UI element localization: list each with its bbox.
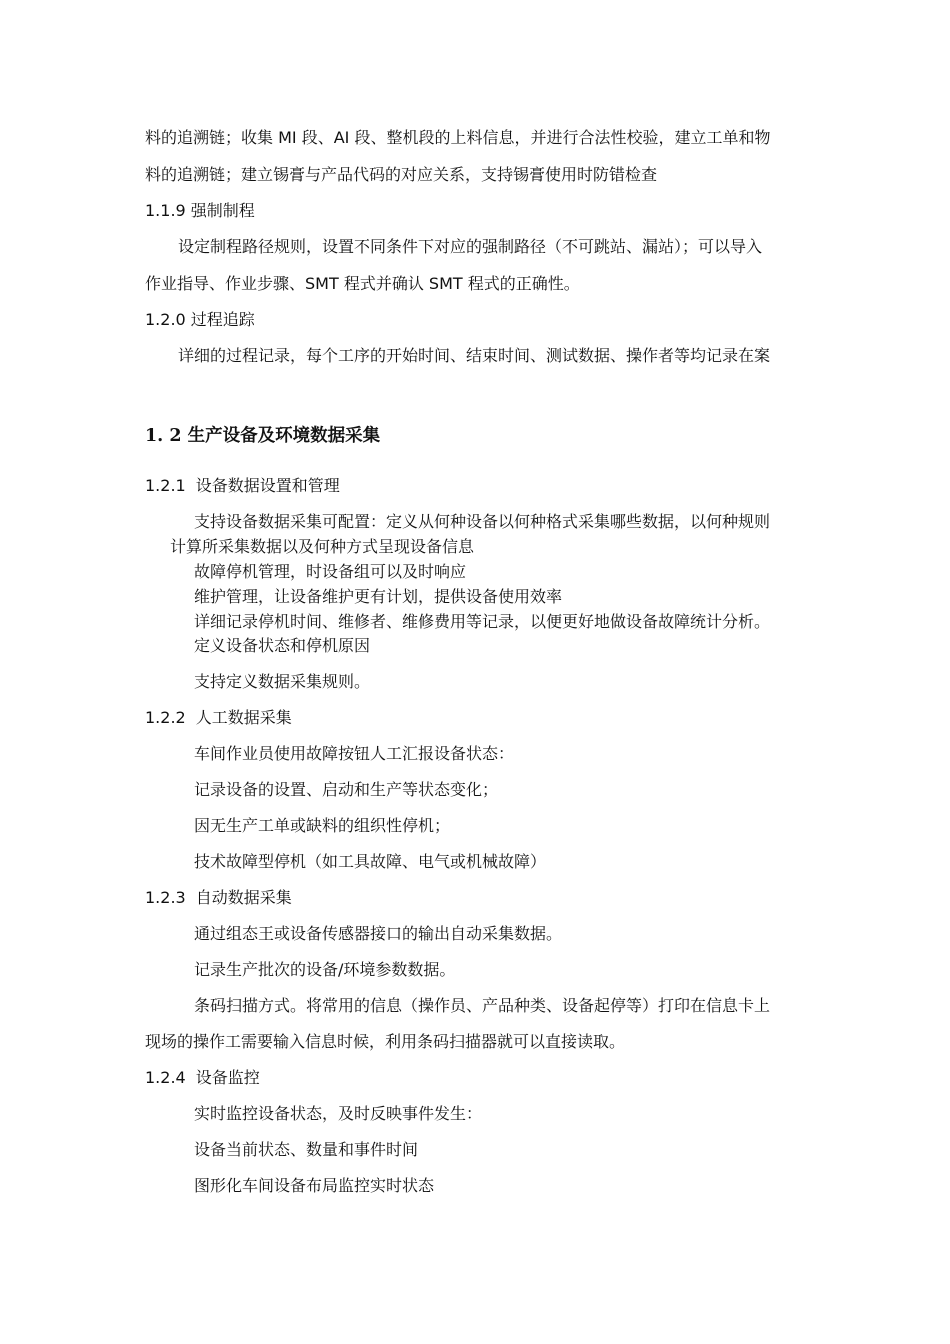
paragraph-1-1-9-line-1: 设定制程路径规则，设置不同条件下对应的强制路径（不可跳站、漏站）；可以导入 <box>178 237 763 256</box>
heading-number: 1.2.4 <box>145 1068 186 1087</box>
paragraph-1-2-1-item-5: 定义设备状态和停机原因 <box>194 636 371 655</box>
paragraph-1-2-0: 详细的过程记录，每个工序的开始时间、结束时间、测试数据、操作者等均记录在案 <box>178 346 771 365</box>
heading-text: 自动数据采集 <box>195 888 292 907</box>
paragraph-1-2-3-line-1: 条码扫描方式。将常用的信息（操作员、产品种类、设备起停等）打印在信息卡上 <box>194 996 771 1015</box>
paragraph-1-2-1-item-4: 详细记录停机时间、维修者、维修费用等记录，以便更好地做设备故障统计分析。 <box>194 612 771 631</box>
heading-text: 人工数据采集 <box>195 708 292 727</box>
heading-text: 设备监控 <box>195 1068 260 1087</box>
heading-1-2-3 <box>145 888 292 908</box>
heading-number: 1.2.2 <box>145 708 186 727</box>
paragraph-1-2-2-item-1: 车间作业员使用故障按钮人工汇报设备状态： <box>194 744 515 763</box>
heading-1-1-9: 1.1.9 强制制程 <box>145 201 255 220</box>
heading-1-2-1 <box>145 476 340 496</box>
paragraph-1-2-3-item-1: 通过组态王或设备传感器接口的输出自动采集数据。 <box>194 924 563 943</box>
paragraph-1-2-1-item-6: 支持定义数据采集规则。 <box>194 672 371 691</box>
heading-1-2-4 <box>145 1068 260 1088</box>
paragraph-1-2-3-line-2: 现场的操作工需要输入信息时候，利用条码扫描器就可以直接读取。 <box>145 1032 626 1051</box>
paragraph-1-2-2-item-3: 因无生产工单或缺料的组织性停机； <box>194 816 451 835</box>
paragraph-1-1-9-line-2: 作业指导、作业步骤、SMT 程式并确认 SMT 程式的正确性。 <box>145 274 580 293</box>
paragraph-1-2-1-line-1: 支持设备数据采集可配置：定义从何种设备以何种格式采集哪些数据，以何种规则 <box>194 512 771 531</box>
heading-1-2-0: 1.2.0 过程追踪 <box>145 310 255 329</box>
heading-number: 1.2.1 <box>145 476 186 495</box>
paragraph-1-2-2-item-4: 技术故障型停机（如工具故障、电气或机械故障） <box>194 852 547 871</box>
paragraph-1-2-4-item-3: 图形化车间设备布局监控实时状态 <box>194 1176 435 1195</box>
paragraph-1-2-1-line-2: 计算所采集数据以及何种方式呈现设备信息 <box>170 537 475 556</box>
heading-number: 1.2.3 <box>145 888 186 907</box>
paragraph-1-2-2-item-2: 记录设备的设置、启动和生产等状态变化； <box>194 780 499 799</box>
intro-line-1: 料的追溯链；收集 MI 段、AI 段、整机段的上料信息，并进行合法性校验，建立工单和物 <box>145 128 771 147</box>
paragraph-1-2-1-item-3: 维护管理，让设备维护更有计划，提供设备使用效率 <box>194 587 563 606</box>
paragraph-1-2-4-item-1: 实时监控设备状态，及时反映事件发生： <box>194 1104 483 1123</box>
section-title-1-2: 1. 2 生产设备及环境数据采集 <box>145 426 381 446</box>
heading-1-2-2 <box>145 708 292 728</box>
intro-line-2: 料的追溯链；建立锡膏与产品代码的对应关系，支持锡膏使用时防错检查 <box>145 165 658 184</box>
paragraph-1-2-1-item-2: 故障停机管理，时设备组可以及时响应 <box>194 562 467 581</box>
paragraph-1-2-4-item-2: 设备当前状态、数量和事件时间 <box>194 1140 419 1159</box>
paragraph-1-2-3-item-2: 记录生产批次的设备/环境参数数据。 <box>194 960 456 979</box>
heading-text: 设备数据设置和管理 <box>195 476 340 495</box>
